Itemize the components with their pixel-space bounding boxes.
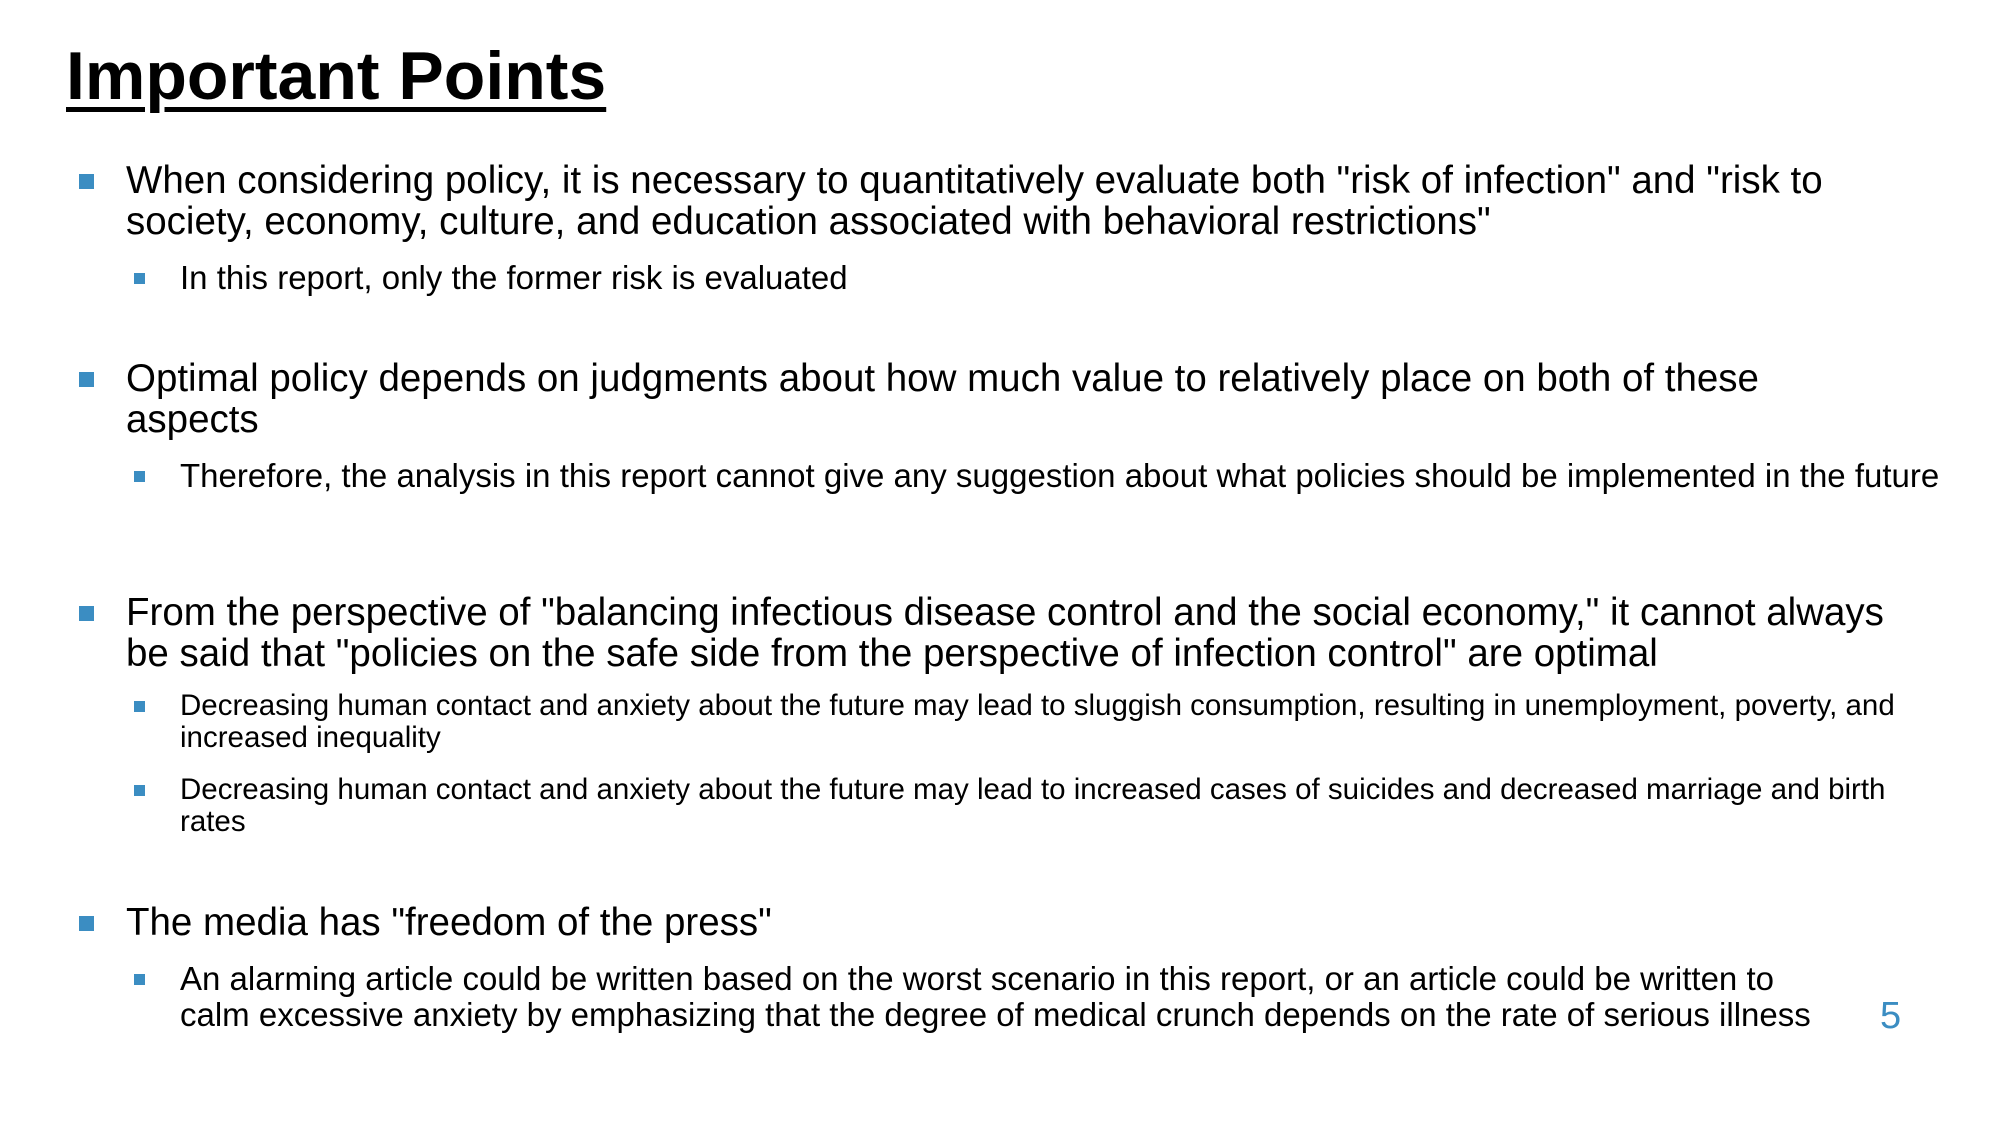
sub-bullet-text: In this report, only the former risk is evaluated [180, 259, 848, 296]
square-bullet-icon [134, 974, 145, 985]
point-1 [0, 160, 2000, 296]
sub-bullet-text: An alarming article could be written based on the worst scenario in this report, or an article could be written to calm excessive anxiety by emphasizing that the degree of medical crunch depends on the rate of serious illness [180, 960, 1811, 1033]
sub-bullet-item [0, 260, 1950, 296]
sub-bullet-item [0, 690, 1950, 754]
sub-bullet-text: Therefore, the analysis in this report cannot give any suggestion about what policies should be implemented in the future [180, 457, 1940, 494]
sub-bullet-text: Decreasing human contact and anxiety about the future may lead to sluggish consumption, resulting in unemployment, poverty, and increased inequality [180, 689, 1895, 754]
square-bullet-icon [79, 916, 94, 931]
bullet-item [0, 160, 1906, 242]
bullet-item [0, 902, 1906, 943]
point-3 [0, 592, 2000, 838]
bullet-text: The media has "freedom of the press" [126, 901, 772, 944]
sub-bullet-item [0, 458, 1950, 494]
square-bullet-icon [134, 471, 145, 482]
square-bullet-icon [134, 273, 145, 284]
bullet-text: Optimal policy depends on judgments about how much value to relatively place on both of these aspects [126, 357, 1759, 441]
point-2 [0, 358, 2000, 494]
point-4 [0, 902, 2000, 1033]
sub-bullet-item [0, 961, 1850, 1033]
slide-title: Important Points [66, 38, 607, 114]
sub-bullet-text: Decreasing human contact and anxiety about the future may lead to increased cases of suicides and decreased marriage and birth rates [180, 773, 1886, 838]
square-bullet-icon [134, 785, 145, 796]
bullet-item [0, 592, 1886, 674]
bullet-text: From the perspective of "balancing infectious disease control and the social economy," it cannot always be said that "policies on the safe side from the perspective of infection control" are optimal [126, 591, 1884, 675]
bullet-item [0, 358, 1866, 440]
bullet-text: When considering policy, it is necessary to quantitatively evaluate both "risk of infection" and "risk to society, economy, culture, and education associated with behavioral restrictions" [126, 159, 1823, 243]
square-bullet-icon [134, 701, 145, 712]
square-bullet-icon [79, 174, 94, 189]
sub-bullet-item [0, 774, 1950, 838]
page-number: 5 [1880, 995, 1902, 1037]
square-bullet-icon [79, 606, 94, 621]
square-bullet-icon [79, 372, 94, 387]
